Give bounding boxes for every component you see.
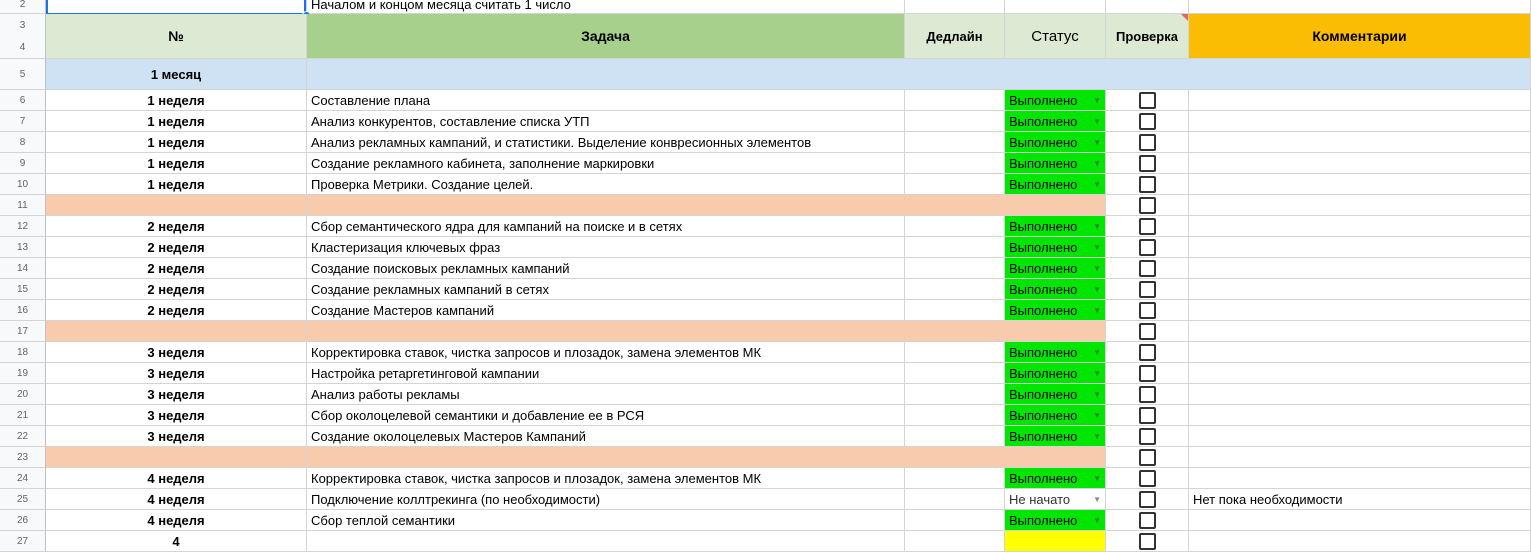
checkbox[interactable] [1139, 386, 1156, 403]
table-row [0, 279, 1531, 300]
status-dropdown[interactable] [1005, 258, 1105, 278]
check-cell [1106, 216, 1189, 237]
week-cell[interactable]: 2 неделя [46, 279, 307, 300]
separator-cell[interactable] [46, 447, 307, 468]
task-cell[interactable]: Проверка Метрики. Создание целей. [307, 174, 905, 195]
status-dropdown[interactable] [1005, 216, 1105, 236]
check-cell [1106, 384, 1189, 405]
checkbox[interactable] [1139, 302, 1156, 319]
check-cell [1106, 237, 1189, 258]
status-dropdown[interactable] [1005, 111, 1105, 131]
deadline-cell[interactable] [905, 90, 1005, 111]
comment-cell[interactable] [1189, 237, 1531, 258]
row-number[interactable]: 21 [0, 405, 46, 426]
comment-cell[interactable] [1189, 174, 1531, 195]
status-dropdown[interactable] [1005, 363, 1105, 383]
row-number[interactable]: 18 [0, 342, 46, 363]
check-cell [1106, 279, 1189, 300]
checkbox[interactable] [1139, 176, 1156, 193]
column-header-status[interactable]: Статус [1005, 14, 1106, 59]
table-row [0, 216, 1531, 237]
task-cell[interactable]: Создание рекламных кампаний в сетях [307, 279, 905, 300]
status-label: Выполнено [1009, 512, 1078, 528]
status-cell[interactable] [1005, 384, 1106, 405]
deadline-cell[interactable] [905, 279, 1005, 300]
week-cell[interactable]: 1 неделя [46, 111, 307, 132]
dropdown-arrow-icon[interactable]: ▼ [1093, 242, 1101, 252]
status-cell[interactable] [1005, 489, 1106, 510]
status-label: Выполнено [1009, 344, 1078, 360]
checkbox[interactable] [1139, 281, 1156, 298]
comment-cell[interactable] [1189, 216, 1531, 237]
row-number[interactable]: 14 [0, 258, 46, 279]
table-row [0, 258, 1531, 279]
status-dropdown[interactable] [1005, 90, 1105, 110]
task-cell[interactable]: Корректировка ставок, чистка запросов и плозадок, замена элементов МК [307, 342, 905, 363]
check-cell [1106, 489, 1189, 510]
checkbox[interactable] [1139, 491, 1156, 508]
week-cell[interactable]: 4 неделя [46, 489, 307, 510]
dropdown-arrow-icon[interactable]: ▼ [1093, 389, 1101, 399]
separator-merged-cell[interactable] [307, 447, 1106, 468]
dropdown-arrow-icon[interactable]: ▼ [1093, 347, 1101, 357]
row-number[interactable]: 26 [0, 510, 46, 531]
dropdown-arrow-icon[interactable]: ▼ [1093, 305, 1101, 315]
row-number[interactable]: 8 [0, 132, 46, 153]
deadline-cell[interactable] [905, 384, 1005, 405]
status-cell[interactable] [1005, 111, 1106, 132]
comment-cell[interactable] [1189, 447, 1531, 468]
comment-cell[interactable]: Нет пока необходимости [1189, 489, 1531, 510]
deadline-cell[interactable] [905, 363, 1005, 384]
checkbox[interactable] [1139, 533, 1156, 550]
week-cell[interactable]: 1 неделя [46, 132, 307, 153]
row-number[interactable]: 13 [0, 237, 46, 258]
separator-cell[interactable] [46, 195, 307, 216]
row-number[interactable]: 2 [0, 0, 46, 14]
separator-merged-cell[interactable] [307, 195, 1106, 216]
row-number[interactable]: 7 [0, 111, 46, 132]
check-cell [1106, 321, 1189, 342]
row-number[interactable]: 10 [0, 174, 46, 195]
row-number: 3 [19, 19, 26, 31]
comment-cell[interactable] [1189, 132, 1531, 153]
task-cell[interactable]: Анализ конкурентов, составление списка УТП [307, 111, 905, 132]
status-dropdown[interactable] [1005, 531, 1105, 551]
check-cell [1106, 174, 1189, 195]
check-cell [1106, 153, 1189, 174]
empty-cell[interactable] [1189, 0, 1531, 14]
row-number[interactable]: 16 [0, 300, 46, 321]
table-row [0, 111, 1531, 132]
check-cell [1106, 447, 1189, 468]
column-header-check[interactable] [1106, 14, 1189, 59]
comment-cell[interactable] [1189, 468, 1531, 489]
comment-cell[interactable] [1189, 363, 1531, 384]
dropdown-arrow-icon[interactable]: ▼ [1093, 515, 1101, 525]
checkbox[interactable] [1139, 113, 1156, 130]
deadline-cell[interactable] [905, 132, 1005, 153]
status-label: Выполнено [1009, 407, 1078, 423]
row-number[interactable]: 9 [0, 153, 46, 174]
status-dropdown[interactable] [1005, 132, 1105, 152]
dropdown-arrow-icon[interactable]: ▼ [1093, 368, 1101, 378]
comment-cell[interactable] [1189, 405, 1531, 426]
checkbox[interactable] [1139, 323, 1156, 340]
status-cell[interactable] [1005, 174, 1106, 195]
deadline-cell[interactable] [905, 111, 1005, 132]
row-number[interactable]: 19 [0, 363, 46, 384]
table-row [0, 531, 1531, 552]
check-cell [1106, 531, 1189, 552]
checkbox[interactable] [1139, 407, 1156, 424]
week-cell[interactable]: 3 неделя [46, 426, 307, 447]
task-cell[interactable]: Создание поисковых рекламных кампаний [307, 258, 905, 279]
checkbox[interactable] [1139, 92, 1156, 109]
check-cell [1106, 468, 1189, 489]
week-cell[interactable]: 3 неделя [46, 405, 307, 426]
check-cell [1106, 195, 1189, 216]
comment-cell[interactable] [1189, 426, 1531, 447]
dropdown-arrow-icon[interactable]: ▼ [1093, 494, 1101, 504]
dropdown-arrow-icon[interactable]: ▼ [1093, 263, 1101, 273]
task-cell[interactable]: Подключение коллтрекинга (по необходимости) [307, 489, 905, 510]
dropdown-arrow-icon[interactable]: ▼ [1093, 116, 1101, 126]
row-number[interactable]: 27 [0, 531, 46, 552]
deadline-cell[interactable] [905, 237, 1005, 258]
comment-cell[interactable] [1189, 342, 1531, 363]
deadline-cell[interactable] [905, 489, 1005, 510]
empty-cell[interactable] [1005, 0, 1106, 14]
dropdown-arrow-icon[interactable]: ▼ [1093, 158, 1101, 168]
status-label: Выполнено [1009, 302, 1078, 318]
row-number[interactable]: 15 [0, 279, 46, 300]
checkbox[interactable] [1139, 449, 1156, 466]
deadline-cell[interactable] [905, 510, 1005, 531]
checkbox[interactable] [1139, 197, 1156, 214]
column-header-number[interactable]: № [46, 14, 307, 59]
status-dropdown[interactable] [1005, 510, 1105, 530]
comment-cell[interactable] [1189, 90, 1531, 111]
comment-cell[interactable] [1189, 531, 1531, 552]
row-number[interactable]: 20 [0, 384, 46, 405]
status-dropdown[interactable] [1005, 405, 1105, 425]
check-cell [1106, 258, 1189, 279]
comment-cell[interactable] [1189, 510, 1531, 531]
table-row [0, 489, 1531, 510]
status-cell[interactable] [1005, 405, 1106, 426]
table-row [0, 132, 1531, 153]
status-label: Выполнено [1009, 428, 1078, 444]
cell-selection-border [46, 0, 306, 15]
check-cell [1106, 363, 1189, 384]
check-header-label: Проверка [1116, 28, 1178, 44]
week-cell[interactable]: 3 неделя [46, 342, 307, 363]
check-cell [1106, 111, 1189, 132]
status-dropdown[interactable] [1005, 153, 1105, 173]
status-cell[interactable] [1005, 90, 1106, 111]
task-cell[interactable]: Корректировка ставок, чистка запросов и плозадок, замена элементов МК [307, 468, 905, 489]
check-cell [1106, 132, 1189, 153]
task-cell[interactable]: Создание Мастеров кампаний [307, 300, 905, 321]
empty-cell[interactable] [905, 0, 1005, 14]
status-label: Выполнено [1009, 281, 1078, 297]
week-cell[interactable]: 2 неделя [46, 258, 307, 279]
status-cell[interactable] [1005, 510, 1106, 531]
checkbox[interactable] [1139, 470, 1156, 487]
comment-cell[interactable] [1189, 279, 1531, 300]
deadline-cell[interactable] [905, 468, 1005, 489]
task-cell[interactable]: Кластеризация ключевых фраз [307, 237, 905, 258]
dropdown-arrow-icon[interactable]: ▼ [1093, 473, 1101, 483]
table-row [0, 384, 1531, 405]
week-cell[interactable]: 1 неделя [46, 174, 307, 195]
table-row [0, 153, 1531, 174]
deadline-cell[interactable] [905, 153, 1005, 174]
week-cell[interactable]: 1 неделя [46, 153, 307, 174]
status-label: Выполнено [1009, 260, 1078, 276]
separator-merged-cell[interactable] [307, 321, 1106, 342]
status-label: Выполнено [1009, 470, 1078, 486]
status-label: Выполнено [1009, 386, 1078, 402]
checkbox[interactable] [1139, 239, 1156, 256]
deadline-cell[interactable] [905, 426, 1005, 447]
comment-cell[interactable] [1189, 321, 1531, 342]
check-cell [1106, 300, 1189, 321]
check-cell [1106, 405, 1189, 426]
row-number[interactable]: 12 [0, 216, 46, 237]
status-cell[interactable] [1005, 531, 1106, 552]
status-cell[interactable] [1005, 342, 1106, 363]
week-cell[interactable]: 4 неделя [46, 510, 307, 531]
status-label: Не начато [1009, 491, 1071, 507]
row-number[interactable]: 5 [0, 59, 46, 90]
task-cell[interactable] [307, 531, 905, 552]
status-cell[interactable] [1005, 300, 1106, 321]
comment-cell[interactable] [1189, 300, 1531, 321]
dropdown-arrow-icon[interactable]: ▼ [1093, 137, 1101, 147]
task-cell[interactable]: Анализ рекламных кампаний, и статистики. Выделение конвресионных элементов [307, 132, 905, 153]
dropdown-arrow-icon[interactable]: ▼ [1093, 221, 1101, 231]
task-cell[interactable]: Создание околоцелевых Мастеров Кампаний [307, 426, 905, 447]
dropdown-arrow-icon[interactable]: ▼ [1093, 410, 1101, 420]
separator-row [0, 321, 1531, 342]
task-cell[interactable]: Создание рекламного кабинета, заполнение маркировки [307, 153, 905, 174]
month-row [0, 59, 1531, 90]
deadline-cell[interactable] [905, 174, 1005, 195]
status-label: Выполнено [1009, 239, 1078, 255]
task-cell[interactable]: Сбор околоцелевой семантики и добавление ее в РСЯ [307, 405, 905, 426]
table-row [0, 363, 1531, 384]
table-row [0, 90, 1531, 111]
deadline-cell[interactable] [905, 342, 1005, 363]
row-number[interactable]: 24 [0, 468, 46, 489]
status-cell[interactable] [1005, 426, 1106, 447]
status-dropdown[interactable] [1005, 342, 1105, 362]
status-dropdown[interactable] [1005, 237, 1105, 257]
column-header-comments[interactable]: Комментарии [1189, 14, 1531, 59]
dropdown-arrow-icon[interactable]: ▼ [1093, 179, 1101, 189]
checkbox[interactable] [1139, 155, 1156, 172]
row-number[interactable]: 11 [0, 195, 46, 216]
comment-cell[interactable] [1189, 258, 1531, 279]
column-header-deadline[interactable]: Дедлайн [905, 14, 1005, 59]
row-number[interactable]: 17 [0, 321, 46, 342]
checkbox[interactable] [1139, 218, 1156, 235]
week-cell[interactable]: 4 [46, 531, 307, 552]
comment-cell[interactable] [1189, 195, 1531, 216]
status-dropdown[interactable] [1005, 384, 1105, 404]
checkbox[interactable] [1139, 365, 1156, 382]
dropdown-arrow-icon[interactable]: ▼ [1093, 95, 1101, 105]
task-cell[interactable]: Сбор семантического ядра для кампаний на поиске и в сетях [307, 216, 905, 237]
week-cell[interactable]: 2 неделя [46, 216, 307, 237]
row-number[interactable]: 25 [0, 489, 46, 510]
table-row [0, 342, 1531, 363]
status-dropdown[interactable] [1005, 489, 1105, 509]
separator-row [0, 447, 1531, 468]
checkbox[interactable] [1139, 428, 1156, 445]
status-label: Выполнено [1009, 218, 1078, 234]
status-dropdown[interactable] [1005, 279, 1105, 299]
status-cell[interactable] [1005, 363, 1106, 384]
month-merged-cell[interactable] [307, 59, 1531, 90]
status-label: Выполнено [1009, 176, 1078, 192]
row-number[interactable]: 6 [0, 90, 46, 111]
status-label: Выполнено [1009, 92, 1078, 108]
column-header-task[interactable]: Задача [307, 14, 905, 59]
header-row [0, 14, 1531, 59]
separator-row [0, 195, 1531, 216]
status-dropdown[interactable] [1005, 174, 1105, 194]
deadline-cell[interactable] [905, 216, 1005, 237]
checkbox[interactable] [1139, 344, 1156, 361]
table-row [0, 237, 1531, 258]
table-row [0, 510, 1531, 531]
week-cell[interactable]: 2 неделя [46, 300, 307, 321]
comment-indicator-icon[interactable] [1181, 14, 1188, 21]
deadline-cell[interactable] [905, 531, 1005, 552]
status-label: Выполнено [1009, 113, 1078, 129]
task-cell[interactable]: Анализ работы рекламы [307, 384, 905, 405]
checkbox[interactable] [1139, 134, 1156, 151]
deadline-cell[interactable] [905, 405, 1005, 426]
week-cell[interactable]: 3 неделя [46, 363, 307, 384]
task-cell[interactable]: Составление плана [307, 90, 905, 111]
status-cell[interactable] [1005, 216, 1106, 237]
task-cell[interactable]: Сбор теплой семантики [307, 510, 905, 531]
checkbox[interactable] [1139, 512, 1156, 529]
status-dropdown[interactable] [1005, 300, 1105, 320]
check-cell [1106, 510, 1189, 531]
separator-cell[interactable] [46, 321, 307, 342]
deadline-cell[interactable] [905, 258, 1005, 279]
table-row [0, 405, 1531, 426]
table-row [0, 426, 1531, 447]
week-cell[interactable]: 1 неделя [46, 90, 307, 111]
status-label: Выполнено [1009, 365, 1078, 381]
status-label: Выполнено [1009, 134, 1078, 150]
note-cell[interactable]: Началом и концом месяца считать 1 число [307, 0, 905, 14]
dropdown-arrow-icon[interactable]: ▼ [1093, 284, 1101, 294]
check-cell [1106, 90, 1189, 111]
status-label: Выполнено [1009, 155, 1078, 171]
status-dropdown[interactable] [1005, 426, 1105, 446]
table-row [0, 300, 1531, 321]
week-cell[interactable]: 4 неделя [46, 468, 307, 489]
status-cell[interactable] [1005, 132, 1106, 153]
week-cell[interactable]: 2 неделя [46, 237, 307, 258]
checkbox[interactable] [1139, 260, 1156, 277]
comment-cell[interactable] [1189, 384, 1531, 405]
row-numbers[interactable] [0, 14, 46, 59]
status-cell[interactable] [1005, 279, 1106, 300]
comment-cell[interactable] [1189, 153, 1531, 174]
dropdown-arrow-icon[interactable]: ▼ [1093, 431, 1101, 441]
month-label[interactable]: 1 месяц [46, 59, 307, 90]
comment-cell[interactable] [1189, 111, 1531, 132]
week-cell[interactable]: 3 неделя [46, 384, 307, 405]
deadline-cell[interactable] [905, 300, 1005, 321]
check-cell [1106, 426, 1189, 447]
status-cell[interactable] [1005, 237, 1106, 258]
check-cell [1106, 342, 1189, 363]
row-number: 4 [19, 41, 26, 53]
status-cell[interactable] [1005, 258, 1106, 279]
table-row [0, 468, 1531, 489]
empty-cell[interactable] [1106, 0, 1189, 14]
status-cell[interactable] [1005, 153, 1106, 174]
table-row [0, 174, 1531, 195]
row-number[interactable]: 22 [0, 426, 46, 447]
task-cell[interactable]: Настройка ретаргетинговой кампании [307, 363, 905, 384]
status-dropdown[interactable] [1005, 468, 1105, 488]
row-number[interactable]: 23 [0, 447, 46, 468]
status-cell[interactable] [1005, 468, 1106, 489]
